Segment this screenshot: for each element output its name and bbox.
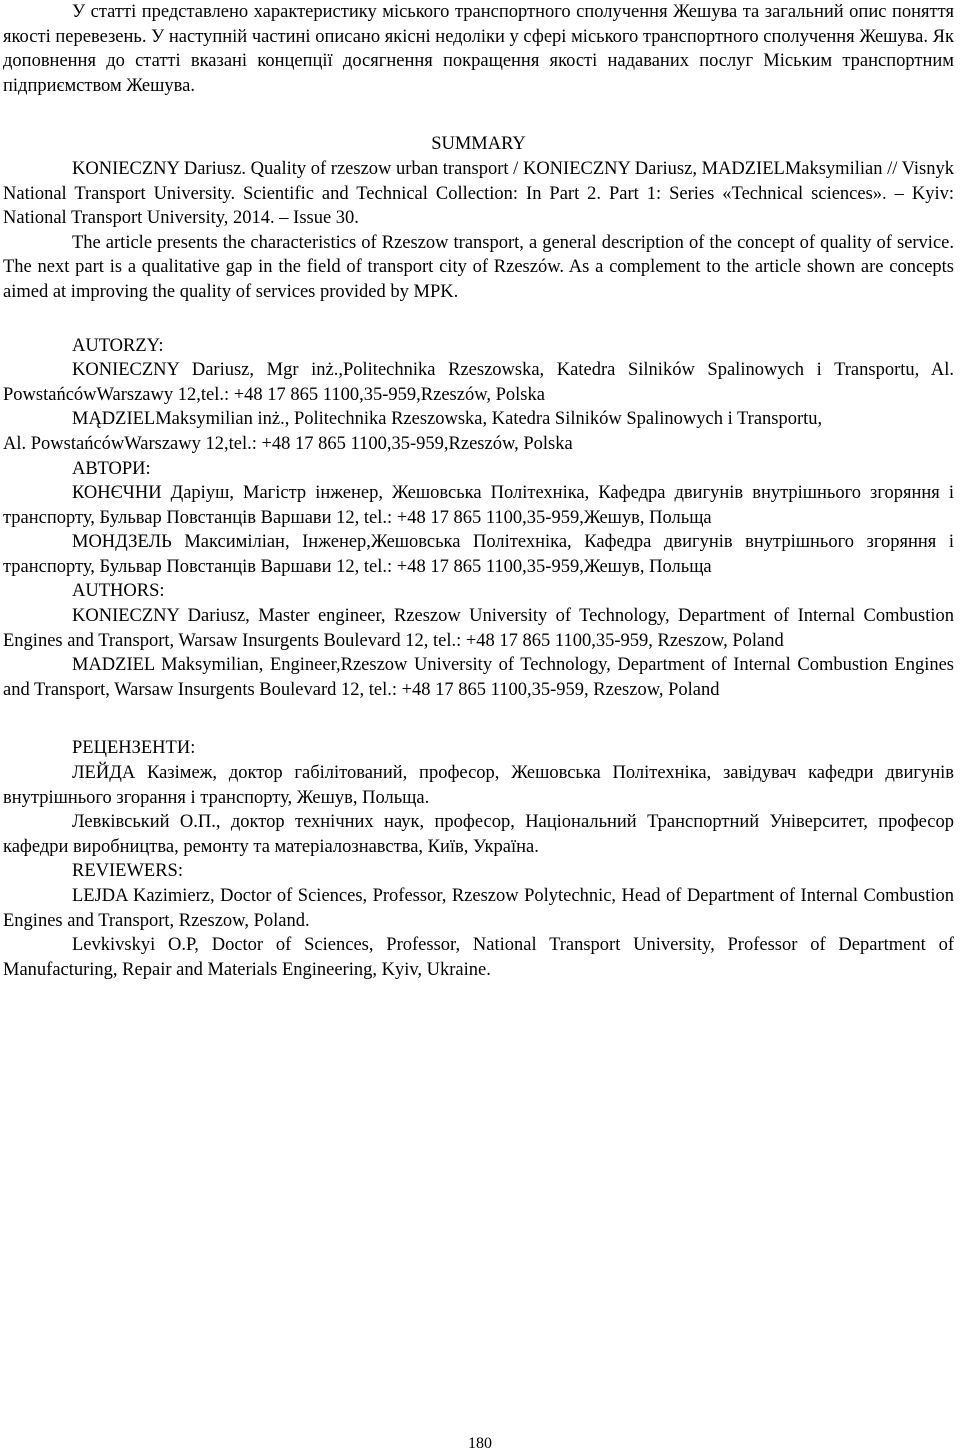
authors-entry-2: MADZIEL Maksymilian, Engineer,Rzeszow University of Technology, Department of Internal Combustion Engines and Transport, Warsaw Insurgents Boulevard 12, tel.: +48 17 865 1100,35-959, Rzeszow, Poland — [3, 655, 954, 700]
retsenzenty-entry-2: Левківський О.П., доктор технічних наук, професор, Національний Транспортний Університет, професор кафедри виробництва, ремонту та матеріалознавства, Київ, Україна. — [3, 812, 954, 857]
autorzy-entry-2: MĄDZIELMaksymilian inż., Politechnika Rzeszowska, Katedra Silników Spalinowych i Transportu, — [72, 409, 823, 430]
avtory-heading: АВТОРИ: — [72, 458, 151, 479]
retsenzenty-entry-1: ЛЕЙДА Казімеж, доктор габілітований, професор, Жешовська Політехніка, завідувач кафедри двигунів внутрішнього згорання і транспорту, Жешув, Польща. — [3, 763, 954, 808]
reviewers-entry-2: Levkivskyi O.P, Doctor of Sciences, Professor, National Transport University, Professor of Department of Manufacturing, Repair and Materials Engineering, Kyiv, Ukraine. — [3, 935, 954, 980]
avtory-entry-2: МОНДЗЕЛЬ Максиміліан, Інженер,Жешовська Політехніка, Кафедра двигунів внутрішнього згоряння і транспорту, Бульвар Повстанців Варшави 12, tel.: +48 17 865 1100,35-959,Жешув, Польща — [3, 532, 954, 577]
reviewers-heading: REVIEWERS: — [72, 861, 183, 882]
abstract-ua-paragraph: У статті представлено характеристику міського транспортного сполучення Жешува та загальний опис поняття якості перевезень. У наступній частині описано якісні недоліки у сфері міського транспортного сполучення Жешува. Як доповнення до статті вказані концепції досягнення покращення якості надаваних послуг Міським транспортним підприємством Жешува. — [3, 2, 954, 96]
summary-text: The article presents the characteristics of Rzeszow transport, a general description of the concept of quality of service. The next part is a qualitative gap in the field of transport city of Rzeszów. As a complement to the article shown are concepts aimed at improving the quality of services provided by MPK. — [3, 232, 954, 302]
retsenzenty-heading: РЕЦЕНЗЕНТИ: — [72, 738, 196, 759]
autorzy-entry-2-address: Al. PowstańcówWarszawy 12,tel.: +48 17 865 1100,35-959,Rzeszów, Polska — [3, 433, 573, 454]
summary-citation: KONIECZNY Dariusz. Quality of rzeszow urban transport / KONIECZNY Dariusz, MADZIELMaksymilian // Visnyk National Transport University. Scientific and Technical Collection: In Part 2. Part 1: Series «Technical sciences». – Kyiv: National Transport University, 2014. – Issue 30. — [3, 158, 954, 229]
authors-entry-1: KONIECZNY Dariusz, Master engineer, Rzeszow University of Technology, Department of Internal Combustion Engines and Transport, Warsaw Insurgents Boulevard 12, tel.: +48 17 865 1100,35-959, Rzeszow, Poland — [3, 606, 954, 651]
authors-heading: AUTHORS: — [72, 581, 165, 602]
page-number: 180 — [468, 1435, 492, 1452]
paper-page — [3, 0, 954, 982]
summary-heading: SUMMARY — [431, 134, 526, 155]
autorzy-entry-1: KONIECZNY Dariusz, Mgr inż.,Politechnika Rzeszowska, Katedra Silników Spalinowych i Transportu, Al. PowstańcówWarszawy 12,tel.: +48 17 865 1100,35-959,Rzeszów, Polska — [3, 360, 954, 405]
autorzy-heading: AUTORZY: — [72, 335, 164, 356]
reviewers-entry-1: LEJDA Kazimierz, Doctor of Sciences, Professor, Rzeszow Polytechnic, Head of Department of Internal Combustion Engines and Transport, Rzeszow, Poland. — [3, 886, 954, 931]
avtory-entry-1: КОНЄЧНИ Даріуш, Магістр інженер, Жешовська Політехніка, Кафедра двигунів внутрішнього згоряння і транспорту, Бульвар Повстанців Варшави 12, tel.: +48 17 865 1100,35-959,Жешув, Польща — [3, 483, 954, 528]
